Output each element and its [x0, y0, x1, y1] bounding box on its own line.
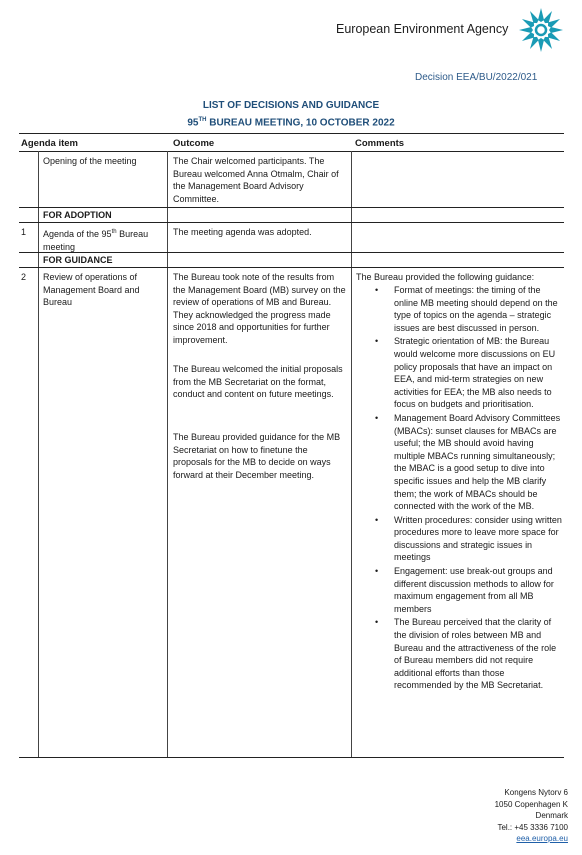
footer-street: Kongens Nytorv 6	[504, 788, 568, 797]
agenda-number-2: 2	[21, 272, 27, 282]
document-title	[0, 99, 582, 130]
row-rule	[19, 267, 564, 268]
guidance-bullet-item	[356, 616, 564, 692]
section-for-guidance: FOR GUIDANCE	[43, 255, 113, 265]
outcome-2-paragraph-2: The Bureau welcomed the initial proposals from the MB Secretariat on the format, conduct and content on future meetings.	[173, 364, 343, 400]
agenda-item-1: Agenda of the 95th Bureau meeting	[43, 229, 149, 252]
outcome-2-paragraph-1: The Bureau took note of the results from the Management Board (MB) survey on the review of operations of MB and Bureau. They acknowledged the progress made since 2018 and opportunities for further improvement.	[173, 272, 346, 345]
column-divider	[351, 151, 352, 757]
guidance-bullet-item	[356, 412, 564, 513]
bullet-icon: •	[375, 566, 379, 577]
footer-address	[495, 787, 568, 845]
footer-country: Denmark	[535, 811, 568, 820]
section-for-adoption: FOR ADOPTION	[43, 210, 112, 220]
footer-city: 1050 Copenhagen K	[494, 799, 568, 809]
column-header-outcome: Outcome	[173, 138, 215, 149]
outcome-opening: The Chair welcomed participants. The Bureau welcomed Anna Otmalm, Chair of the Management Board Advisory Committee.	[173, 156, 339, 204]
guidance-bullet-text: Management Board Advisory Committees (MBACs): sunset clauses for MBACs are useful; the MB should avoid having multiple MBACs running simultaneously; the MBAC is a good setup to dive into specific issues and help the MB clarify them; the work of MBACs should be connected with the work of the MB.	[394, 412, 561, 512]
guidance-bullet-text: Written procedures: consider using written procedures more to leave more space for discussions and strategic issues in meetings	[394, 514, 562, 563]
table-bottom-rule	[19, 757, 564, 758]
organization-name: European Environment Agency	[336, 22, 509, 36]
guidance-bullet-item	[356, 335, 564, 411]
column-header-agenda: Agenda item	[21, 138, 79, 149]
row-rule	[19, 252, 564, 253]
row-rule	[19, 222, 564, 223]
eea-logo-icon	[517, 6, 565, 54]
guidance-bullet-text: Engagement: use break-out groups and different discussion methods to allow for maximum engagement from all MB members	[394, 566, 554, 614]
agenda-item-2: Review of operations of Management Board and Bureau	[43, 272, 140, 308]
outcome-2-paragraph-3: The Bureau provided guidance for the MB Secretariat on how to finetune the proposals for the MB to decide on ways forward at their December meeting.	[173, 432, 341, 480]
bullet-icon: •	[375, 285, 379, 295]
guidance-bullet-text: Format of meetings: the timing of the online MB meeting should depend on the type of topics on the agenda – strategic issues are best discussed in person.	[394, 285, 558, 333]
column-header-comments: Comments	[355, 138, 405, 149]
comments-2-intro: The Bureau provided the following guidance:	[356, 272, 535, 282]
column-divider	[167, 151, 168, 757]
table-top-rule	[19, 133, 564, 134]
bullet-icon: •	[375, 514, 379, 525]
guidance-bullet-item	[356, 514, 564, 564]
agenda-number-1: 1	[21, 227, 27, 237]
column-divider	[38, 151, 39, 757]
footer-website-link[interactable]: eea.europa.eu	[516, 834, 568, 843]
decision-reference: Decision EEA/BU/2022/021	[415, 72, 538, 83]
guidance-bullet-text: Strategic orientation of MB: the Bureau would welcome more discussions on EU policy proposals that have an impact on EEA, and mid-term strategies on new activities for EEA; the MB also needs to focus on budgets and prioritisation.	[394, 336, 556, 410]
row-rule	[19, 207, 564, 208]
title-line-1: LIST OF DECISIONS AND GUIDANCE	[202, 100, 380, 111]
outcome-1: The meeting agenda was adopted.	[173, 227, 312, 237]
guidance-bullet-text: The Bureau perceived that the clarity of the division of roles between MB and Bureau and the attractiveness of the role of Bureau members did not require additional efforts than those recommended by the MB Secretariat.	[394, 617, 557, 691]
title-line-2: 95TH BUREAU MEETING, 10 OCTOBER 2022	[187, 117, 395, 129]
footer-telephone: Tel.: +45 3336 7100	[497, 822, 568, 832]
agenda-item-opening: Opening of the meeting	[43, 156, 137, 166]
guidance-bullet-item	[356, 565, 564, 615]
guidance-list	[356, 284, 564, 693]
header-bottom-rule	[19, 151, 564, 152]
bullet-icon: •	[375, 412, 379, 423]
bullet-icon: •	[375, 617, 379, 628]
guidance-bullet-item	[356, 284, 564, 334]
bullet-icon: •	[375, 336, 379, 347]
